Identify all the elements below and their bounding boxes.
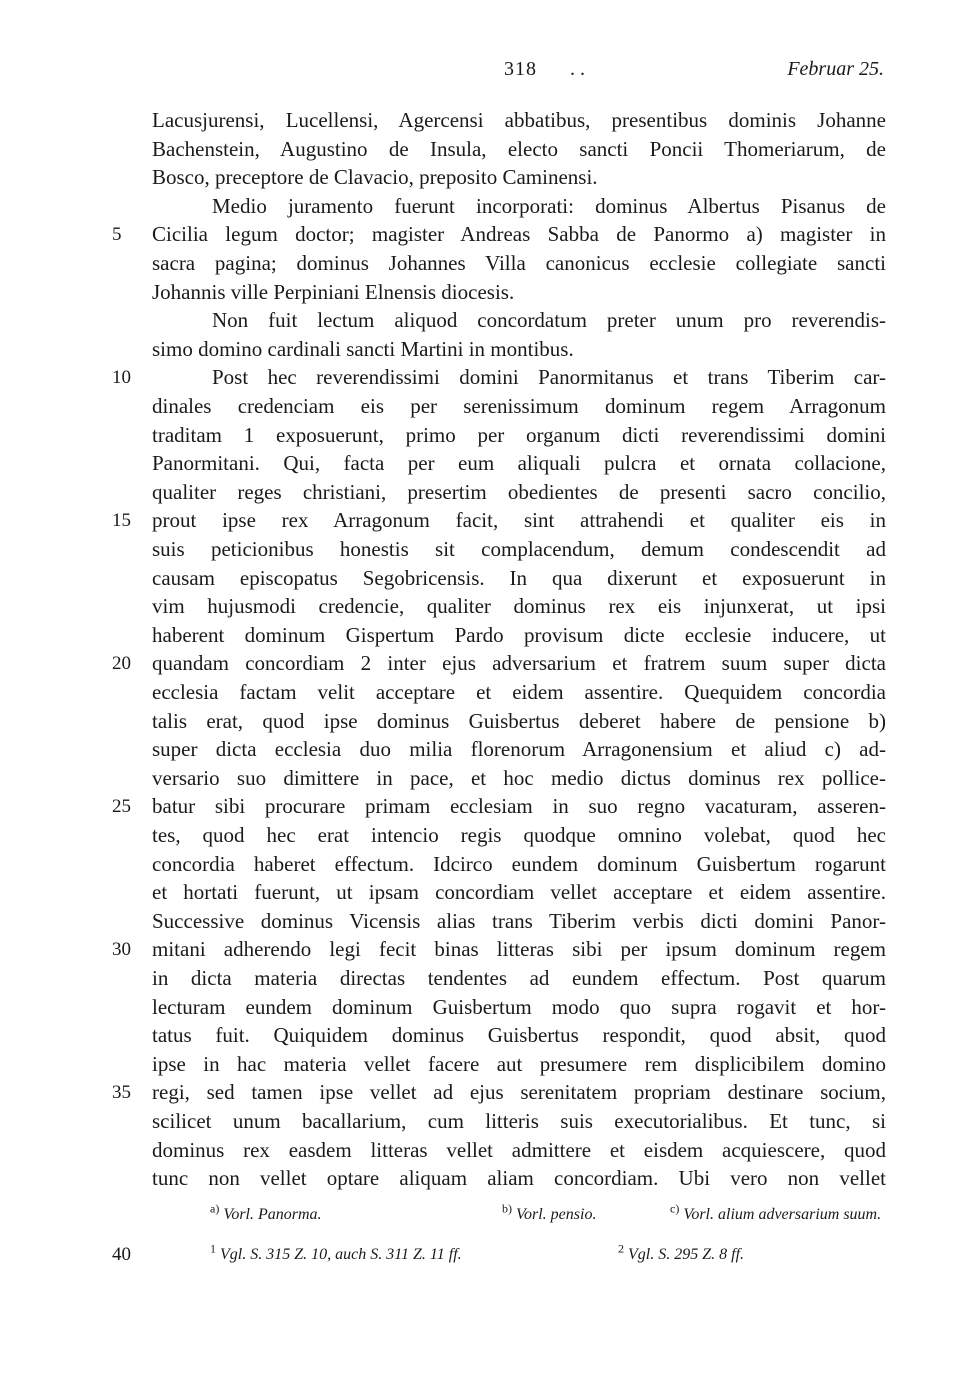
text-line: dominus rex easdem litteras vellet admittere et eisdem acquiescere, quod xyxy=(152,1137,886,1162)
numeric-footnotes xyxy=(210,1241,886,1270)
running-title: Februar 25. xyxy=(787,58,884,80)
text-line: vim hujusmodi credencie, qualiter dominus rex eis injunxerat, ut ipsi xyxy=(152,594,886,619)
text-line: Successive dominus Vicensis alias trans Tiberim verbis dicti domini Panor- xyxy=(152,908,886,933)
text-line: batur sibi procurare primam ecclesiam in suo regno vacaturam, asseren- xyxy=(152,794,886,819)
variant-footnotes xyxy=(210,1201,886,1230)
text-line: Post hec reverendissimi domini Panormitanus et trans Tiberim car- xyxy=(212,365,886,390)
text-line: Bosco, preceptore de Clavacio, preposito Caminensi. xyxy=(152,165,598,190)
text-line: qualiter reges christiani, presertim obedientes de presenti sacro concilio, xyxy=(152,479,886,504)
variant-footnote-a: $^{a)}$ Vorl. Panorma. xyxy=(210,1201,322,1223)
text-line: Panormitani. Qui, facta per eum aliquali pulcra et ornata collacione, xyxy=(152,451,886,476)
text-line: tatus fuit. Quiquidem dominus Guisbertus respondit, quod absit, quod xyxy=(152,1023,886,1048)
numeric-footnote-1: $^1$ Vgl. S. 315 Z. 10, auch S. 311 Z. 11 ff. xyxy=(210,1241,462,1263)
text-line: Cicilia legum doctor; magister Andreas Sabba de Panormo a) magister in xyxy=(152,222,886,247)
line-number: 15 xyxy=(112,510,131,532)
numeric-footnote-2: $^2$ Vgl. S. 295 Z. 8 ff. xyxy=(618,1241,745,1263)
variant-footnote-b: $^{b)}$ Vorl. pensio. xyxy=(502,1201,597,1223)
text-line: tunc non vellet optare aliquam aliam concordiam. Ubi vero non vellet xyxy=(152,1166,886,1191)
text-line: ecclesia factam velit acceptare et eidem assentire. Quequidem concordia xyxy=(152,680,886,704)
text-line: Johannis ville Perpiniani Elnensis diocesis. xyxy=(152,279,515,304)
header-dots: . . xyxy=(570,58,585,80)
text-line: prout ipse rex Arragonum facit, sint attrahendi et qualiter eis in xyxy=(152,508,886,533)
text-line: suis peticionibus honestis sit complacendum, demum condescendit ad xyxy=(152,537,886,561)
variant-footnote-c: $^{c)}$ Vorl. alium adversarium suum. xyxy=(670,1201,882,1223)
line-number: 20 xyxy=(112,653,131,675)
footnote-line-number: 40 xyxy=(112,1244,131,1265)
line-number: 5 xyxy=(112,224,122,246)
text-line: versario suo dimittere in pace, et hoc medio dictus dominus rex pollice- xyxy=(152,765,886,790)
text-line: mitani adherendo legi fecit binas litteras sibi per ipsum dominum regem xyxy=(152,937,886,962)
text-line: haberent dominum Gispertum Pardo provisum dicte ecclesie inducere, ut xyxy=(152,622,886,647)
text-line: regi, sed tamen ipse vellet ad ejus serenitatem propriam destinare socium, xyxy=(152,1080,886,1105)
text-line: scilicet unum bacallarium, cum litteris suis executorialibus. Et tunc, si xyxy=(152,1109,886,1133)
text-line: Medio juramento fuerunt incorporati: dominus Albertus Pisanus de xyxy=(212,193,886,218)
text-line: tes, quod hec erat intencio regis quodque omnino volebat, quod hec xyxy=(152,823,886,847)
text-line: quandam concordiam 2 inter ejus adversarium et fratrem suum super dicta xyxy=(152,651,886,676)
line-number: 35 xyxy=(112,1082,131,1104)
text-line: ipse in hac materia vellet facere aut presumere rem displicibilem domino xyxy=(152,1051,886,1076)
text-line: super dicta ecclesia duo milia florenorum Arragonensium et aliud c) ad- xyxy=(152,737,886,762)
text-line: concordia haberet effectum. Idcirco eundem dominum Guisbertum rogarunt xyxy=(152,851,886,876)
text-line: Bachenstein, Augustino de Insula, electo sancti Poncii Thomeriarum, de xyxy=(152,136,886,161)
text-line: in dicta materia directas tendentes ad eundem effectum. Post quarum xyxy=(152,966,886,990)
page-header xyxy=(152,58,884,88)
text-line: simo domino cardinali sancti Martini in montibus. xyxy=(152,336,574,361)
line-number: 30 xyxy=(112,939,131,961)
text-line: Non fuit lectum aliquod concordatum preter unum pro reverendis- xyxy=(212,308,886,333)
text-line: traditam 1 exposuerunt, primo per organum dicti reverendissimi domini xyxy=(152,422,886,447)
text-line: talis erat, quod ipse dominus Guisbertus deberet habere de pensione b) xyxy=(152,708,886,733)
page-number: 318 xyxy=(504,58,537,80)
line-number: 10 xyxy=(112,367,131,389)
text-line: dinales credenciam eis per serenissimum dominum regem Arragonum xyxy=(152,394,886,418)
text-line: et hortati fuerunt, ut ipsam concordiam vellet acceptare et eidem assentire. xyxy=(152,880,886,905)
text-line: Lacusjurensi, Lucellensi, Agercensi abbatibus, presentibus dominis Johanne xyxy=(152,108,886,132)
text-line: lecturam eundem dominum Guisbertum modo quo supra rogavit et hor- xyxy=(152,994,886,1019)
text-line: causam episcopatus Segobricensis. In qua dixerunt et exposuerunt in xyxy=(152,565,886,590)
text-line: sacra pagina; dominus Johannes Villa canonicus ecclesie collegiate sancti xyxy=(152,251,886,275)
line-number: 25 xyxy=(112,796,131,818)
